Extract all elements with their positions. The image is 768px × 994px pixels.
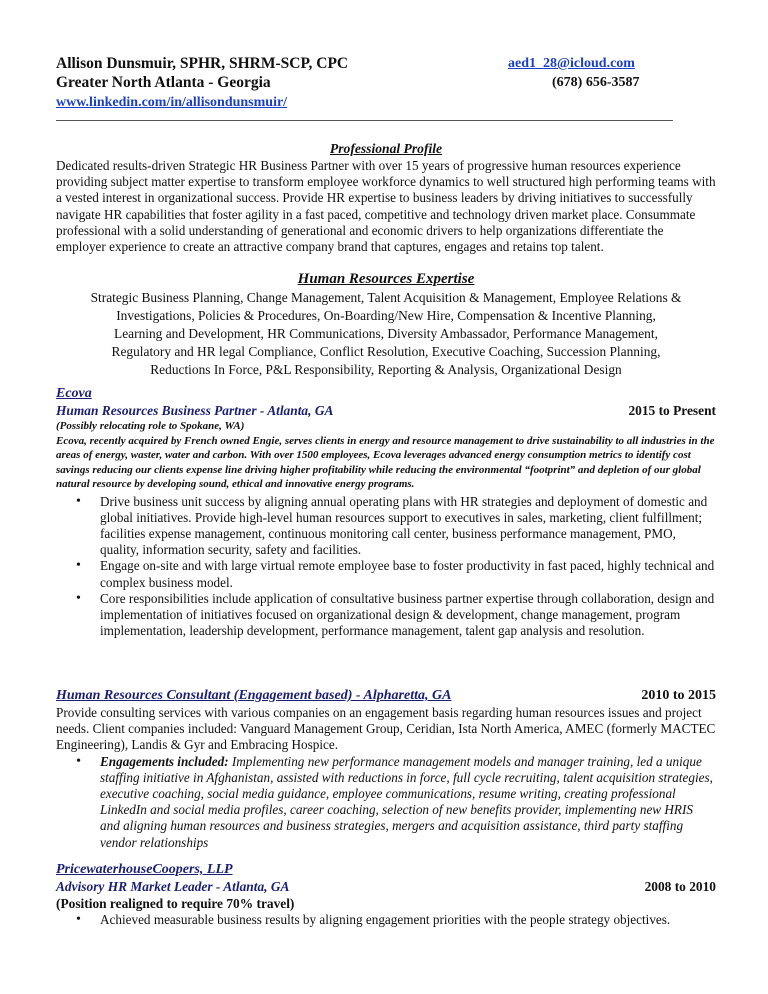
job-note: (Position realigned to require 70% travel) xyxy=(56,896,295,911)
candidate-name: Allison Dunsmuir, SPHR, SHRM-SCP, CPC xyxy=(56,55,349,72)
professional-profile-section xyxy=(56,140,716,255)
job-ecova xyxy=(56,386,716,639)
expertise-line: Learning and Development, HR Communications, Diversity Ambassador, Performance Management, xyxy=(114,326,658,341)
company-name: PricewaterhouseCoopers, LLP xyxy=(56,862,233,877)
bullet-text: Implementing new performance management models and manager training, led a unique staffing initiative in Afghanistan, assisted with reductions in force, full cycle recruiting, talent acquisition strategies, executive coaching, social media guidance, employee communications, resume writing, creating professional LinkedIn and social media profiles, career coaching, selection of new benefits provider, implementing new HRIS and aligning human resources and business strategies, mergers and acquisition assistance, third party staffing vendor relationships xyxy=(100,753,713,850)
profile-heading: Professional Profile xyxy=(329,141,443,156)
bullet-item xyxy=(100,754,716,851)
expertise-section xyxy=(56,270,716,379)
header-divider xyxy=(56,120,673,121)
bullet-item: • Drive business unit success by aligning annual operating plans with HR strategies and deployment of domestic and global initiatives. Provide high-level human resources support to executives in sales, marketing, client fulfillment; facilities expense management, continuous monitoring call center, business performance management, PMO, quality, information security, safety and facilities. xyxy=(100,494,716,559)
bullet-item: • Core responsibilities include application of consultative business partner expertise through collaboration, design and implementation of initiatives focused on organizational design & development, change management, program implementation, leadership development, performance management, talent gap analysis and resolution. xyxy=(100,591,716,640)
company-description: Ecova, recently acquired by French owned Engie, serves clients in energy and resource management to drive sustainability to all industries in the areas of energy, waster, water and carbon. With over 1500 employees, Ecova leverages advanced energy consumption metrics to identify cost savings reducing our clients expense line driving higher profitability while reducing the environmental “footprint” and depletion of our global natural resource by developing sound, ethical and innovative energy programs. xyxy=(56,434,715,490)
expertise-line: Reductions In Force, P&L Responsibility, Reporting & Analysis, Organizational Design xyxy=(150,362,622,377)
job-bullets xyxy=(56,494,716,640)
profile-text: Dedicated results-driven Strategic HR Business Partner with over 15 years of progressive human resources experience providing subject matter expertise to transform employee workforce dynamics to well structured high performing teams with a vested interest in organizational success. Provide HR expertise to business leaders by driving initiatives to successfully navigate HR capabilities that foster agility in a fast paced, competitive and technology driven market place. Consummate professional with a solid understanding of generational and economic drivers to help organizations differentiate the employer experience to create an attractive company brand that captures, engages and retains top talent. xyxy=(56,158,716,255)
job-title: Human Resources Consultant (Engagement based) - Alpharetta, GA xyxy=(56,688,452,703)
job-title: Human Resources Business Partner - Atlanta, GA xyxy=(56,403,334,418)
expertise-line: Regulatory and HR legal Compliance, Conflict Resolution, Executive Coaching, Succession Planning, xyxy=(111,344,661,359)
email-link[interactable]: aed1_28@icloud.com xyxy=(508,56,635,71)
job-description: Provide consulting services with various companies on an engagement basis regarding human resources issues and project needs. Client companies included: Vanguard Management Group, Ceridian, Ista North America, AMEC (formerly MACTEC Engineering), Landis & Gyr and Embracing Hospice. xyxy=(56,705,716,753)
job-title: Advisory HR Market Leader - Atlanta, GA xyxy=(56,879,290,894)
header xyxy=(56,54,716,111)
bullet-item: • Engage on-site and with large virtual remote employee base to foster productivity in fast paced, highly technical and complex business model. xyxy=(100,558,716,590)
expertise-line: Investigations, Policies & Procedures, On-Boarding/New Hire, Compensation & Incentive Planning, xyxy=(116,308,656,323)
job-bullets xyxy=(56,912,716,928)
expertise-line: Strategic Business Planning, Change Management, Talent Acquisition & Management, Employee Relations & xyxy=(90,290,682,305)
job-hr-consultant xyxy=(56,687,716,851)
job-dates: 2010 to 2015 xyxy=(641,688,716,703)
job-bullets xyxy=(56,754,716,851)
job-title-row xyxy=(56,402,716,419)
expertise-heading: Human Resources Expertise xyxy=(297,271,475,287)
job-dates: 2015 to Present xyxy=(628,403,716,418)
job-pwc xyxy=(56,862,716,928)
job-title-row xyxy=(56,878,716,895)
linkedin-link[interactable]: www.linkedin.com/in/allisondunsmuir/ xyxy=(56,95,288,110)
job-title-row xyxy=(56,687,716,705)
job-dates: 2008 to 2010 xyxy=(644,879,716,894)
location: Greater North Atlanta - Georgia xyxy=(56,74,271,91)
bullet-label: Engagements included: xyxy=(100,753,229,769)
bullet-item: • Achieved measurable business results by aligning engagement priorities with the people strategy objectives. xyxy=(100,912,716,928)
phone-number: (678) 656-3587 xyxy=(552,75,640,90)
job-note: (Possibly relocating role to Spokane, WA) xyxy=(56,420,245,432)
company-name: Ecova xyxy=(56,386,92,401)
expertise-list xyxy=(56,289,716,379)
